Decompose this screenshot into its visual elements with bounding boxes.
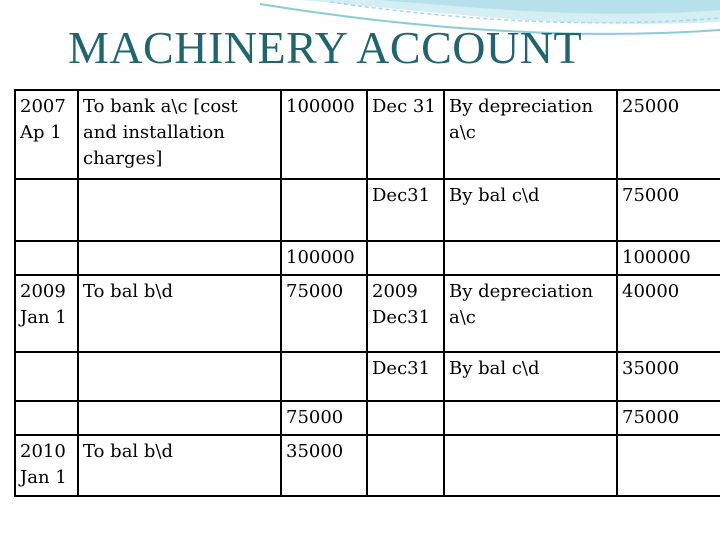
cr-particulars-cell: By bal c\d <box>444 352 617 401</box>
dr-amount-cell <box>281 179 367 241</box>
dr-particulars-cell: To bank a\c [cost and installation charges] <box>78 90 281 179</box>
table-row <box>15 179 720 241</box>
dr-date-cell <box>15 241 78 275</box>
dr-amount-cell: 35000 <box>281 435 367 496</box>
cr-amount-cell: 75000 <box>617 179 720 241</box>
dr-date-cell: 2009 Jan 1 <box>15 275 78 352</box>
dr-date-cell <box>15 179 78 241</box>
cr-particulars-cell <box>444 401 617 435</box>
cr-date-cell: 2009 Dec31 <box>367 275 444 352</box>
cr-total-cell: 75000 <box>617 401 720 435</box>
total-row <box>15 401 720 435</box>
dr-particulars-cell: To bal b\d <box>78 275 281 352</box>
cr-particulars-cell: By bal c\d <box>444 179 617 241</box>
ledger-table <box>14 89 720 497</box>
slide-title: MACHINERY ACCOUNT <box>67 22 583 73</box>
dr-particulars-cell: To bal b\d <box>78 435 281 496</box>
dr-date-cell <box>15 401 78 435</box>
table-row <box>15 275 720 352</box>
table-row <box>15 435 720 496</box>
dr-amount-cell: 75000 <box>281 275 367 352</box>
dr-date-cell: 2010 Jan 1 <box>15 435 78 496</box>
cr-date-cell <box>367 435 444 496</box>
cr-amount-cell: 25000 <box>617 90 720 179</box>
dr-total-cell: 75000 <box>281 401 367 435</box>
cr-date-cell <box>367 401 444 435</box>
dr-date-cell <box>15 352 78 401</box>
dr-amount-cell: 100000 <box>281 90 367 179</box>
cr-total-cell: 100000 <box>617 241 720 275</box>
dr-particulars-cell <box>78 401 281 435</box>
cr-date-cell <box>367 241 444 275</box>
dr-amount-cell <box>281 352 367 401</box>
cr-date-cell: Dec 31 <box>367 90 444 179</box>
table-row <box>15 90 720 179</box>
cr-date-cell: Dec31 <box>367 179 444 241</box>
cr-date-cell: Dec31 <box>367 352 444 401</box>
cr-particulars-cell <box>444 435 617 496</box>
total-row <box>15 241 720 275</box>
cr-particulars-cell <box>444 241 617 275</box>
cr-particulars-cell: By depreciation a\c <box>444 275 617 352</box>
cr-amount-cell: 40000 <box>617 275 720 352</box>
dr-particulars-cell <box>78 179 281 241</box>
dr-particulars-cell <box>78 241 281 275</box>
cr-particulars-cell: By depreciation a\c <box>444 90 617 179</box>
dr-particulars-cell <box>78 352 281 401</box>
dr-total-cell: 100000 <box>281 241 367 275</box>
table-row <box>15 352 720 401</box>
cr-amount-cell <box>617 435 720 496</box>
cr-amount-cell: 35000 <box>617 352 720 401</box>
dr-date-cell: 2007 Ap 1 <box>15 90 78 179</box>
